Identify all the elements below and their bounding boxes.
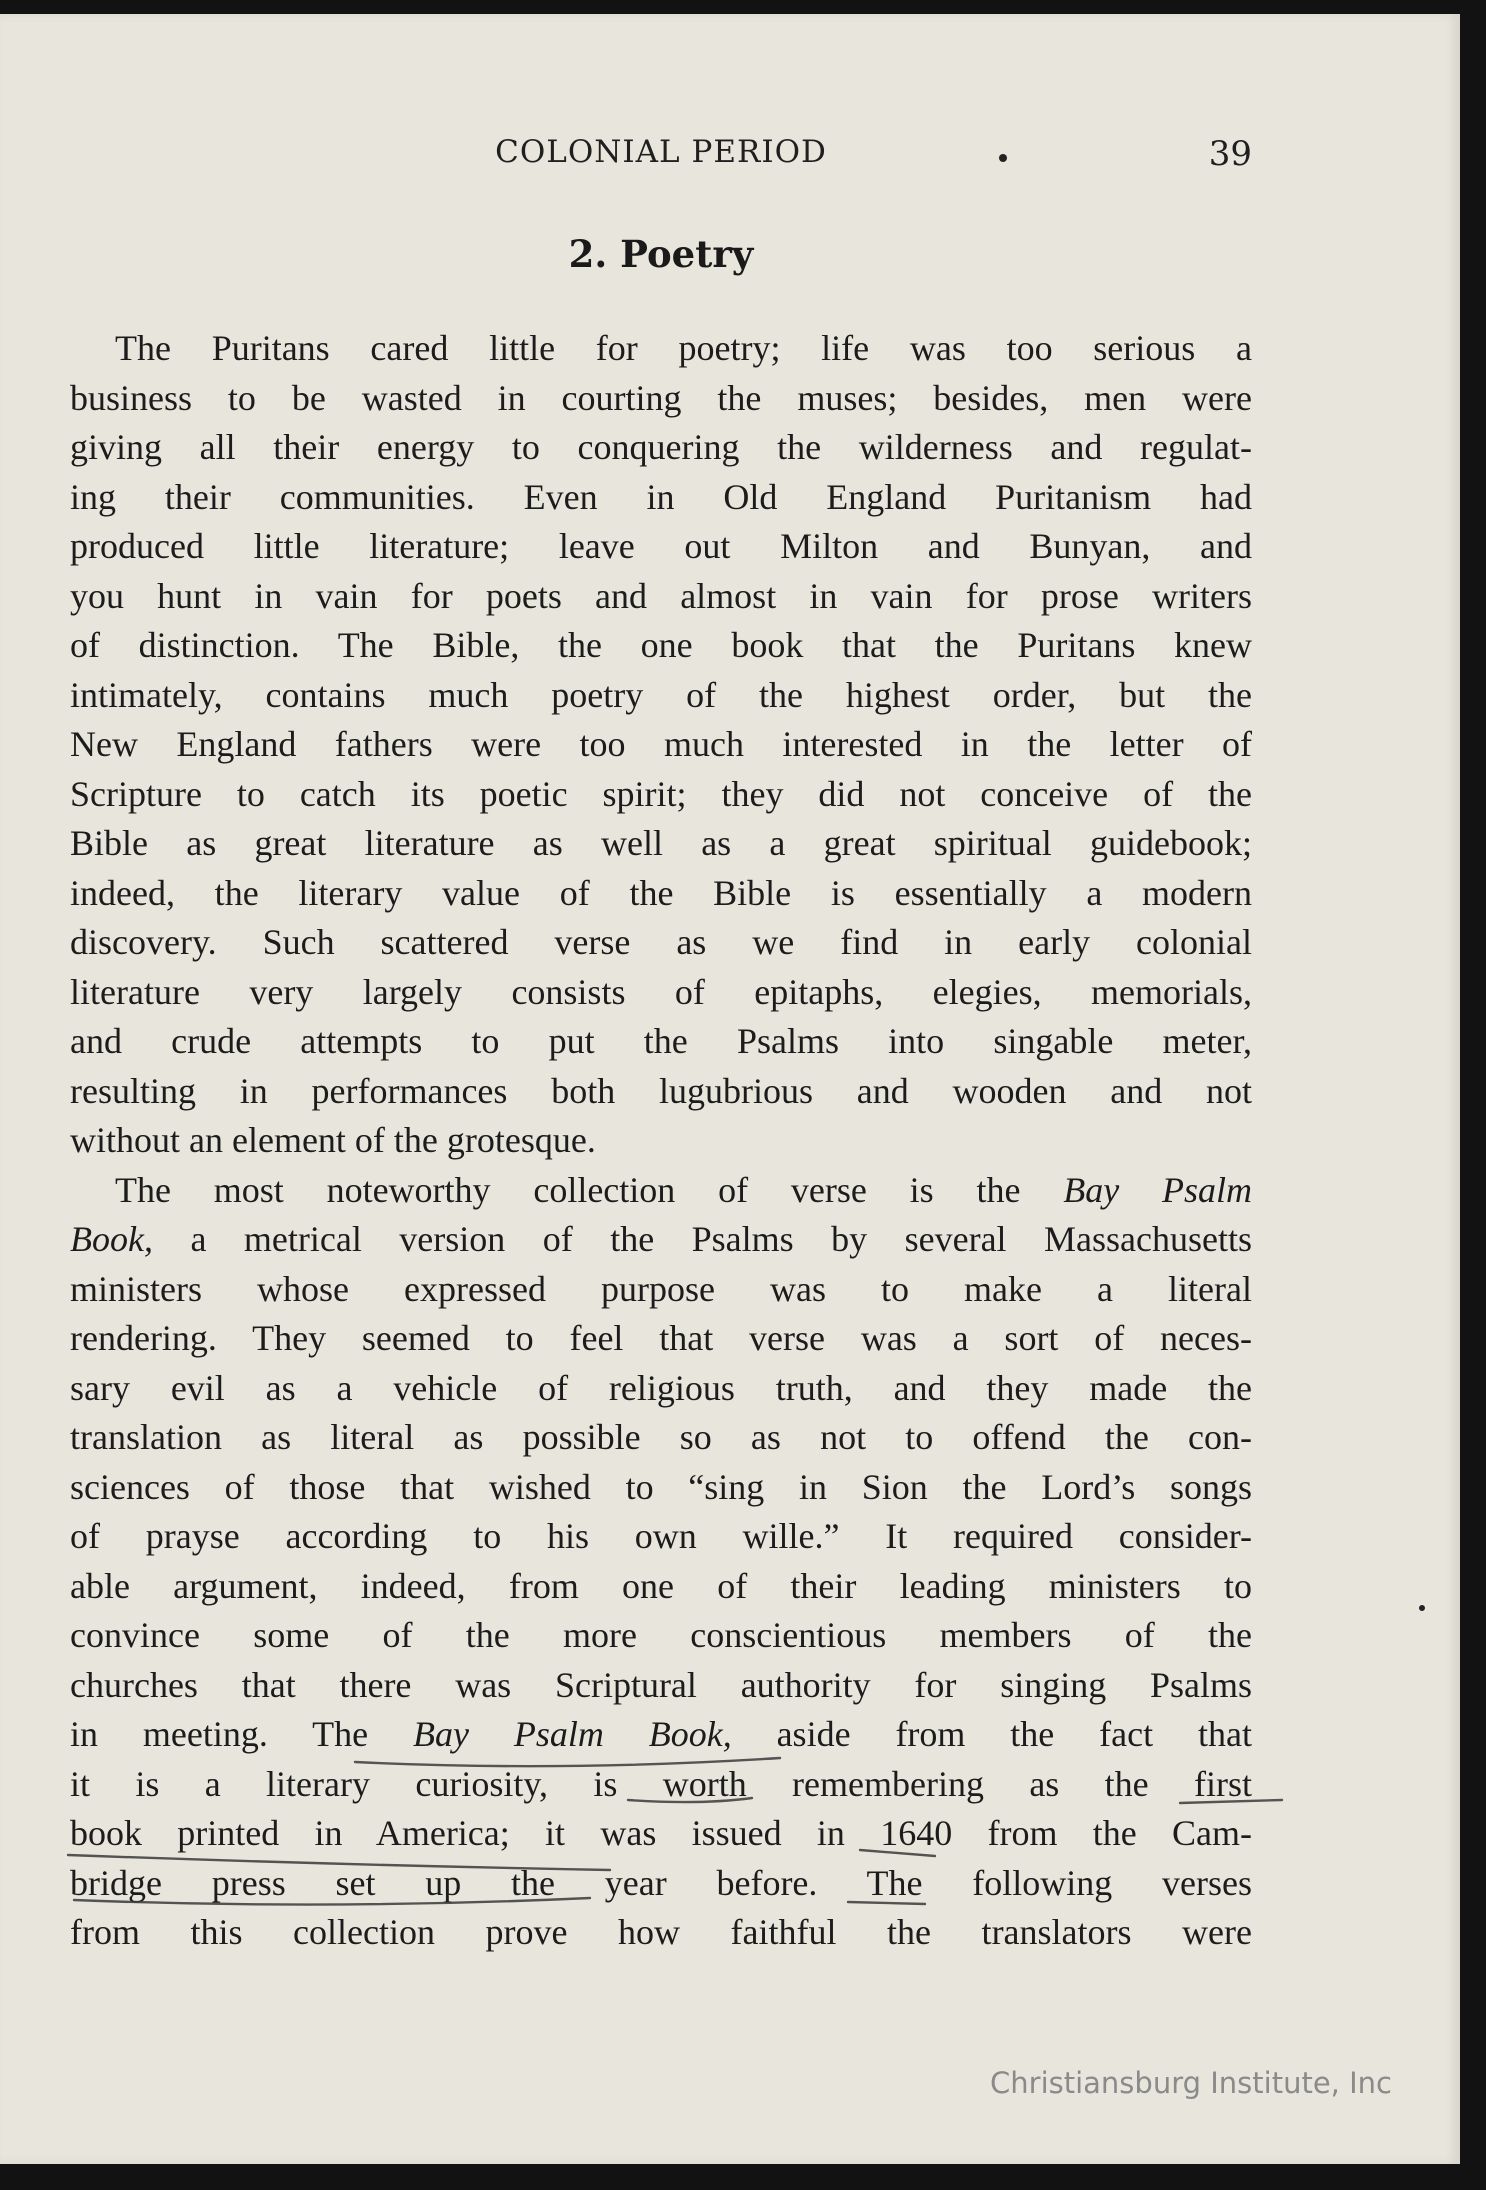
section-title: 2. Poetry xyxy=(568,232,754,276)
body-text xyxy=(70,324,1252,1958)
text-line: Bible as great literature as well as a great spiritual guidebook; xyxy=(70,823,1252,863)
text-line: of distinction. The Bible, the one book that the Puritans knew xyxy=(70,625,1252,665)
text-line: sary evil as a vehicle of religious truth, and they made the xyxy=(70,1367,1252,1408)
text-line: bridge press set up the year before. The following verses xyxy=(70,1862,1252,1903)
text-line: book printed in America; it was issued in 1640 from the Cam- xyxy=(70,1813,1252,1853)
text-line: ing their communities. Even in Old England Puritanism had xyxy=(70,476,1252,517)
text-line: intimately, contains much poetry of the highest order, but the xyxy=(70,674,1252,715)
text-line: literature very largely consists of epitaphs, elegies, memorials, xyxy=(70,971,1252,1012)
text-line: translation as literal as possible so as not to offend the con- xyxy=(70,1417,1252,1457)
text-line: ministers whose expressed purpose was to make a literal xyxy=(70,1268,1252,1309)
watermark: Christiansburg Institute, Inc xyxy=(990,2066,1392,2100)
running-title: COLONIAL PERIOD xyxy=(495,134,827,170)
text-line: it is a literary curiosity, is worth remembering as the first xyxy=(70,1763,1252,1804)
text-segment: a metrical version of the Psalms by several Massachusetts xyxy=(152,1219,1252,1259)
text-line: of prayse according to his own wille.” It required consider- xyxy=(70,1516,1252,1556)
book-page xyxy=(0,14,1460,2164)
text-segment: aside from the fact that xyxy=(731,1714,1252,1754)
text-line: New England fathers were too much interested in the letter of xyxy=(70,724,1252,764)
text-segment: The most noteworthy collection of verse is the xyxy=(115,1169,1064,1210)
text-line: without an element of the grotesque. xyxy=(70,1120,596,1160)
text-line: Scripture to catch its poetic spirit; they did not conceive of the xyxy=(70,773,1252,814)
text-line xyxy=(70,1166,1252,1216)
text-line: produced little literature; leave out Milton and Bunyan, and xyxy=(70,526,1252,566)
text-line: discovery. Such scattered verse as we find in early colonial xyxy=(70,922,1252,962)
text-line: resulting in performances both lugubrious and wooden and not xyxy=(70,1070,1252,1111)
text-line: business to be wasted in courting the muses; besides, men were xyxy=(70,377,1252,418)
text-line: and crude attempts to put the Psalms into singable meter, xyxy=(70,1021,1252,1061)
text-line: convince some of the more conscientious members of the xyxy=(70,1615,1252,1655)
text-line: able argument, indeed, from one of their leading ministers to xyxy=(70,1565,1252,1606)
italic-title: Bay Psalm Book, xyxy=(412,1714,732,1754)
text-line xyxy=(70,1710,1252,1760)
text-line: sciences of those that wished to “sing in Sion the Lord’s songs xyxy=(70,1466,1252,1507)
text-line: indeed, the literary value of the Bible is essentially a modern xyxy=(70,872,1252,913)
text-segment: in meeting. The xyxy=(70,1714,413,1754)
page-number: 39 xyxy=(1208,134,1252,174)
text-line: giving all their energy to conquering the wilderness and regulat- xyxy=(70,427,1252,467)
italic-title: Book, xyxy=(70,1219,153,1259)
running-head xyxy=(70,134,1252,184)
text-line: The Puritans cared little for poetry; life was too serious a xyxy=(115,328,1252,368)
italic-title: Bay Psalm xyxy=(1063,1169,1253,1210)
text-line: churches that there was Scriptural authority for singing Psalms xyxy=(70,1664,1252,1705)
text-line: you hunt in vain for poets and almost in vain for prose writers xyxy=(70,575,1252,616)
text-line: from this collection prove how faithful the translators were xyxy=(70,1912,1252,1952)
text-line xyxy=(70,1215,1252,1265)
text-line: rendering. They seemed to feel that verse was a sort of neces- xyxy=(70,1318,1252,1358)
